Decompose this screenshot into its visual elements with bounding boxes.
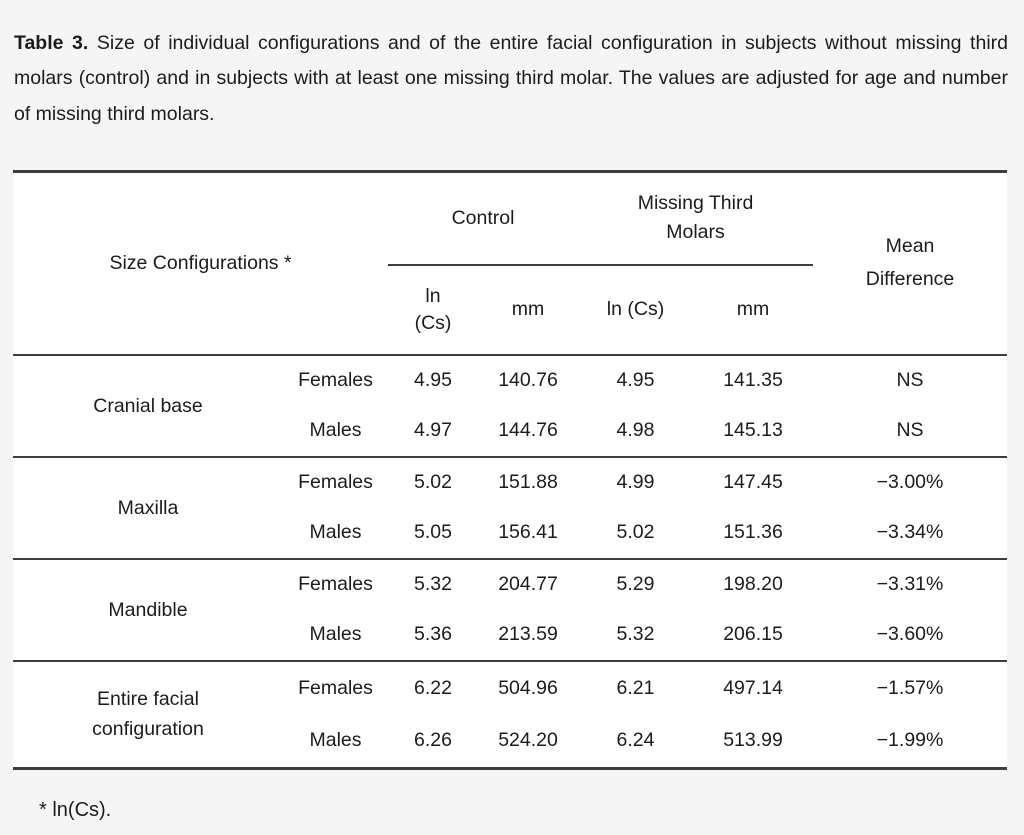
sex-label: Males [309,729,362,752]
config-label: Mandible [108,598,188,621]
config-label: Cranial base [93,394,203,417]
missing-mm-value: 513.99 [723,729,783,752]
header-control-mm: mm [511,298,545,320]
control-mm-value: 213.59 [498,623,558,645]
sex-label: Females [298,369,373,391]
header-size-configurations: Size Configurations * [109,251,292,274]
mean-difference-value: NS [896,419,924,441]
header-missing-ln-cs: ln (Cs) [606,298,665,320]
missing-ln-cs-value: 4.95 [616,369,655,391]
missing-mm-value: 141.35 [723,369,783,391]
config-label: Entire facial configuration [92,688,204,741]
missing-ln-cs-value: 6.21 [616,676,655,699]
missing-mm-value: 151.36 [723,521,783,543]
table-caption [0,20,1024,133]
header-mean-difference: Mean Difference [865,235,955,291]
missing-ln-cs-value: 4.98 [616,419,655,441]
table-header [13,172,1007,355]
sex-label: Females [298,573,373,595]
table-row [13,559,1007,610]
mean-difference-value: −3.31% [876,573,944,595]
control-ln-cs-value: 6.26 [414,729,452,752]
group-maxilla [13,457,1007,559]
config-label: Maxilla [117,496,179,519]
group-mandible [13,559,1007,661]
missing-mm-value: 497.14 [723,676,783,699]
table-row [13,457,1007,508]
table-caption-text: Size of individual configurations and of the entire facial configuration in subjects without missing third molars (control) and in subjects with at least one missing third molar. The values are adjusted for age and number of missing third molars. [14,31,1008,125]
mean-difference-value: −3.34% [876,521,944,543]
mean-difference-value: −3.00% [876,471,944,493]
control-mm-value: 140.76 [498,369,558,391]
sex-label: Males [309,419,362,441]
size-configurations-table [13,170,1007,770]
control-mm-value: 504.96 [498,676,558,699]
header-control: Control [388,172,578,265]
control-mm-value: 156.41 [498,521,558,543]
missing-mm-value: 206.15 [723,623,783,645]
table-row [13,661,1007,715]
sex-label: Females [298,676,373,699]
header-missing-mm: mm [736,298,770,320]
control-ln-cs-value: 6.22 [414,676,452,699]
table-footnote: * ln(Cs). [39,799,112,821]
control-mm-value: 204.77 [498,573,558,595]
group-entire-facial-configuration [13,661,1007,769]
control-ln-cs-value: 5.05 [414,521,452,543]
control-mm-value: 151.88 [498,471,558,493]
table-row [13,355,1007,406]
control-ln-cs-value: 4.95 [414,369,452,391]
group-cranial-base [13,355,1007,457]
mean-difference-value: −3.60% [876,623,944,645]
control-mm-value: 524.20 [498,729,558,752]
missing-mm-value: 147.45 [723,471,783,493]
control-ln-cs-value: 4.97 [414,419,452,441]
missing-ln-cs-value: 6.24 [616,729,655,752]
header-control-ln-cs: ln (Cs) [414,284,452,334]
missing-mm-value: 198.20 [723,573,783,595]
header-missing-third-molars: Missing Third Molars [578,172,813,265]
missing-mm-value: 145.13 [723,419,783,441]
control-ln-cs-value: 5.02 [414,471,452,493]
mean-difference-value: −1.57% [876,676,944,699]
missing-ln-cs-value: 5.29 [616,573,655,595]
sex-label: Females [298,471,373,493]
missing-ln-cs-value: 5.02 [616,521,655,543]
table-caption-label: Table 3. [14,31,89,54]
control-mm-value: 144.76 [498,419,558,441]
control-ln-cs-value: 5.36 [414,623,452,645]
missing-ln-cs-value: 4.99 [616,471,655,493]
missing-ln-cs-value: 5.32 [616,623,655,645]
sex-label: Males [309,521,362,543]
sex-label: Males [309,623,362,645]
mean-difference-value: NS [896,369,924,391]
control-ln-cs-value: 5.32 [414,573,452,595]
mean-difference-value: −1.99% [876,729,944,752]
